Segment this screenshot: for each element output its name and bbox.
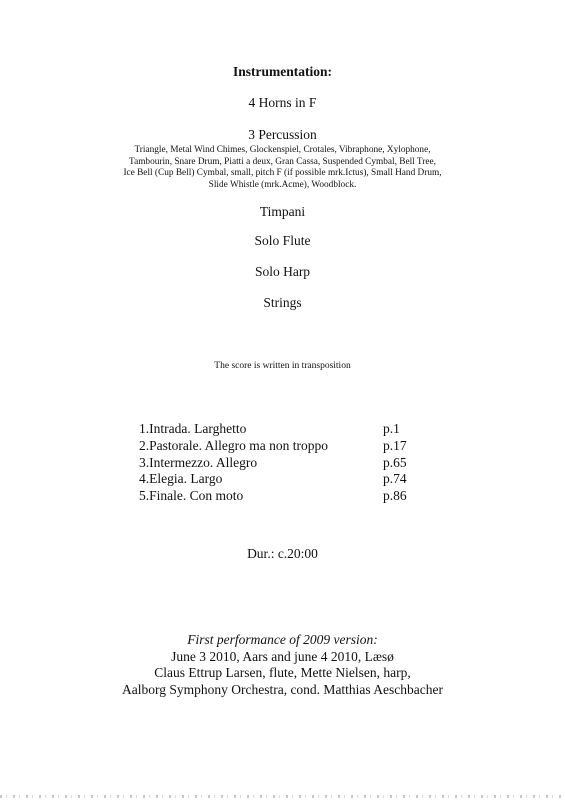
instrument-harp: Solo Harp [254,264,311,279]
movement-title: 4.Elegia. Largo [139,471,223,487]
first-performance [0,632,565,698]
movement-row [139,488,439,505]
transposition-note: The score is written in transposition [214,361,351,371]
movement-page: p.65 [383,454,407,470]
movement-page: p.86 [383,488,407,504]
movement-page: p.74 [383,471,407,487]
movement-row [139,455,439,472]
first-performance-line: Aalborg Symphony Orchestra, cond. Matthias Aeschbacher [121,681,444,697]
movement-page: p.1 [383,421,400,436]
instrument-timpani: Timpani [259,204,306,219]
duration: Dur.: c.20:00 [247,546,318,561]
movement-title: 1.Intrada. Larghetto [139,421,247,436]
instrument-flute: Solo Flute [254,233,311,248]
instrument-horns: 4 Horns in F [248,95,317,110]
percussion-list-line: Slide Whistle (mrk.Acme), Woodblock. [208,179,357,190]
instrument-strings: Strings [263,295,302,310]
movement-page: p.17 [383,437,407,453]
scan-edge-artifact [0,795,565,798]
percussion-list-line: Triangle, Metal Wind Chimes, Glockenspiel, Crotales, Vibraphone, Xylophone, [134,145,431,155]
movement-row [139,438,439,455]
movement-row [139,471,439,488]
movement-list [139,421,439,505]
first-performance-line: Claus Ettrup Larsen, flute, Mette Nielsen, harp, [154,665,411,680]
percussion-list-line: Tambourin, Snare Drum, Piatti a deux, Gran Cassa, Suspended Cymbal, Bell Tree, [129,156,436,167]
instrument-percussion: 3 Percussion [248,127,317,142]
movement-title: 3.Intermezzo. Allegro [139,454,258,470]
movement-title: 2.Pastorale. Allegro ma non troppo [139,437,328,453]
movement-row [139,421,439,438]
movement-title: 5.Finale. Con moto [139,488,244,504]
percussion-list [0,145,565,191]
first-performance-heading: First performance of 2009 version: [187,632,378,647]
first-performance-line: June 3 2010, Aars and june 4 2010, Læsø [171,648,394,664]
percussion-list-line: Ice Bell (Cup Bell) Cymbal, small, pitch F (if possible mrk.Ictus), Small Hand Drum, [123,168,442,179]
instrumentation-heading: Instrumentation: [232,64,332,79]
